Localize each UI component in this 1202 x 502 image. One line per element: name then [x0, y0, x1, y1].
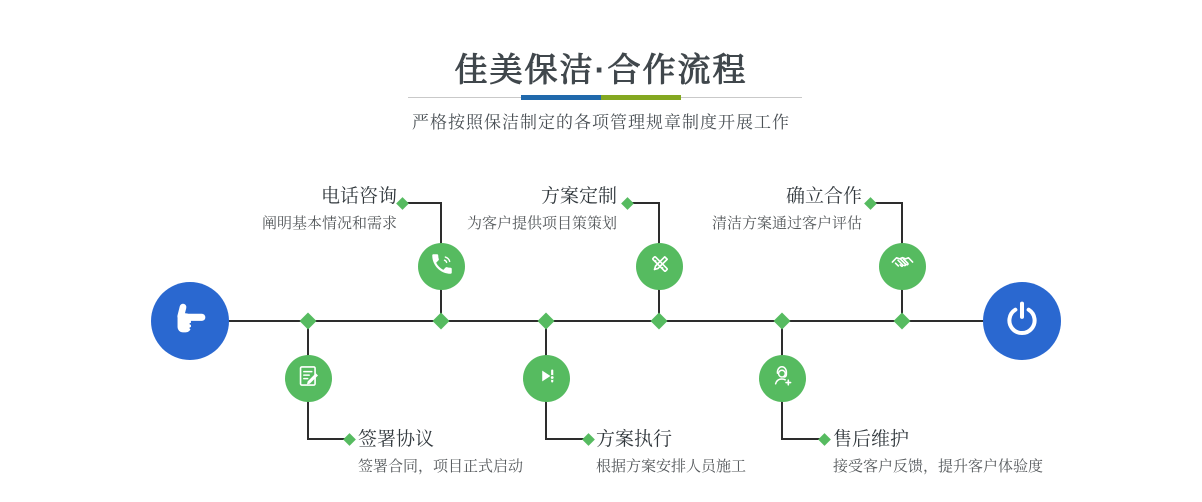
- label-diamond: [621, 197, 634, 210]
- step-title: 确立合作: [785, 186, 862, 207]
- step-title: 方案执行: [596, 429, 673, 450]
- step-label-contract: [358, 428, 523, 477]
- step-node-phone: [418, 243, 465, 290]
- step-label-design: [467, 185, 617, 234]
- label-diamond: [582, 433, 595, 446]
- power-icon: [1001, 298, 1043, 345]
- step-node-support: [759, 355, 806, 402]
- pointing-hand-icon: [167, 296, 213, 347]
- timeline-node-diamond: [651, 313, 668, 330]
- phone-icon: [429, 251, 455, 282]
- step-node-execute: [523, 355, 570, 402]
- step-node-handshake: [879, 243, 926, 290]
- page-title: 佳美保洁·合作流程: [454, 51, 748, 88]
- timeline-node-diamond: [433, 313, 450, 330]
- headset-support-icon: [770, 363, 796, 394]
- step-title: 电话咨询: [320, 186, 397, 207]
- title-divider-green-segment: [601, 95, 681, 100]
- step-label-handshake: [712, 185, 862, 234]
- step-title: 售后维护: [833, 429, 910, 450]
- timeline-node-diamond: [538, 313, 555, 330]
- timeline-end-node: [983, 282, 1061, 360]
- timeline-node-diamond: [774, 313, 791, 330]
- timeline-node-diamond: [300, 313, 317, 330]
- step-desc: 根据方案安排人员施工: [596, 458, 747, 475]
- label-diamond: [343, 433, 356, 446]
- step-desc: 签署合同，项目正式启动: [358, 458, 524, 475]
- timeline-start-node: [151, 282, 229, 360]
- title-divider-blue-segment: [521, 95, 601, 100]
- pencil-ruler-icon: [647, 251, 673, 282]
- step-desc: 为客户提供项目策策划: [466, 215, 617, 232]
- step-label-phone: [262, 185, 397, 234]
- step-label-support: [833, 428, 1043, 477]
- handshake-icon: [889, 251, 916, 283]
- step-node-design: [636, 243, 683, 290]
- step-desc: 接受客户反馈，提升客户体验度: [833, 458, 1044, 475]
- step-title: 签署协议: [358, 429, 435, 450]
- page-subtitle: 严格按照保洁制定的各项管理规章制度开展工作: [412, 113, 790, 132]
- label-diamond: [864, 197, 877, 210]
- play-execute-icon: [534, 363, 560, 394]
- step-title: 方案定制: [540, 186, 617, 207]
- contract-sign-icon: [296, 363, 322, 394]
- step-label-execute: [596, 428, 746, 477]
- step-desc: 清洁方案通过客户评估: [711, 215, 862, 232]
- label-diamond: [396, 197, 409, 210]
- label-diamond: [818, 433, 831, 446]
- timeline-node-diamond: [894, 313, 911, 330]
- step-desc: 阐明基本情况和需求: [261, 215, 397, 232]
- step-node-contract: [285, 355, 332, 402]
